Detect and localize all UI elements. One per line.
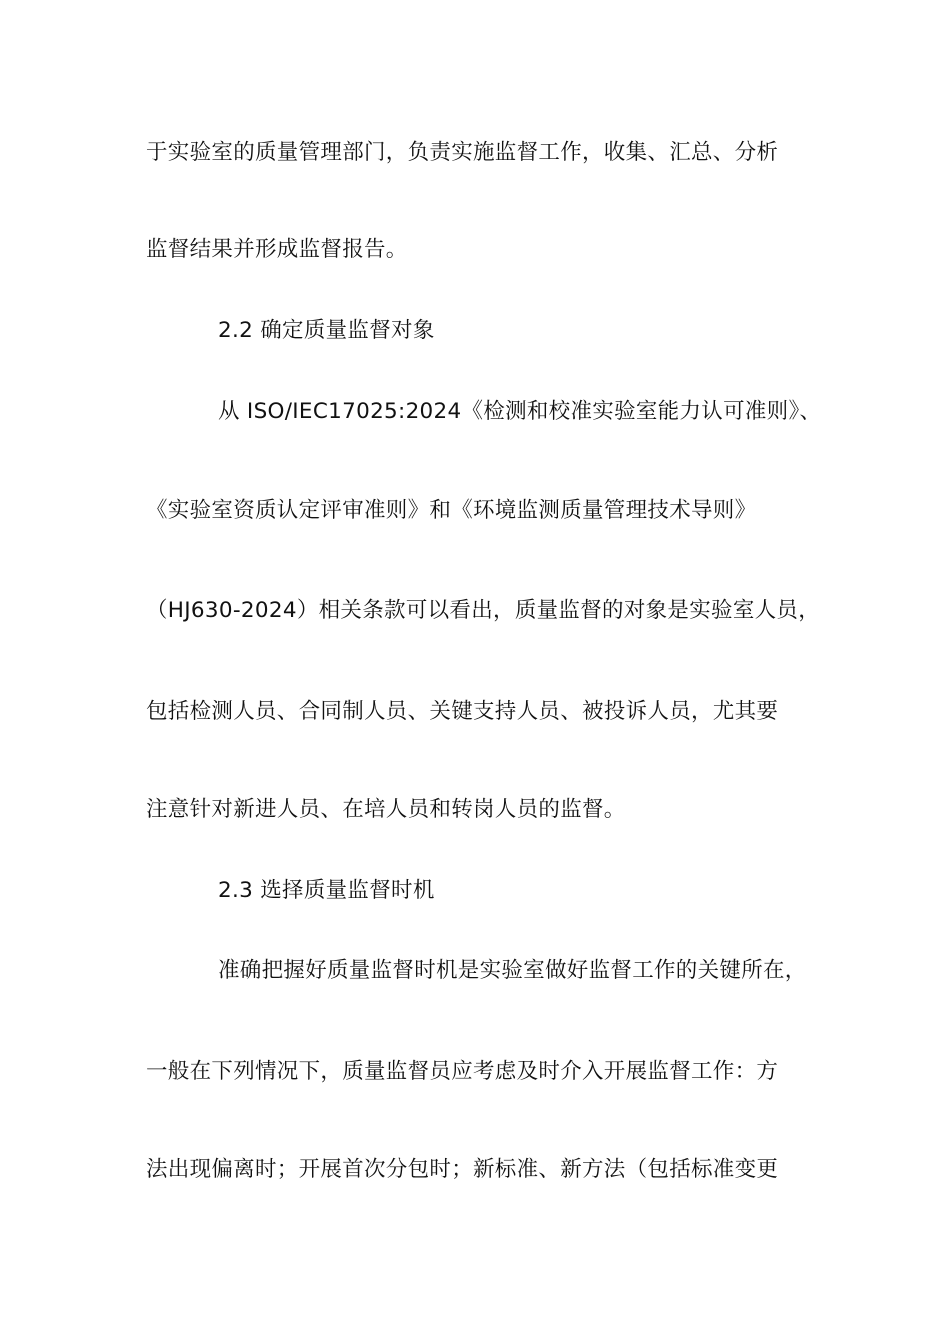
paragraph-line: 从 ISO/IEC17025:2024《检测和校准实验室能力认可准则》、 — [218, 399, 822, 424]
section-heading: 2.3 选择质量监督时机 — [218, 878, 435, 903]
paragraph-line: 《实验室资质认定评审准则》和《环境监测质量管理技术导则》 — [146, 498, 757, 523]
paragraph-line: 准确把握好质量监督时机是实验室做好监督工作的关键所在， — [218, 958, 807, 983]
paragraph-line: 注意针对新进人员、在培人员和转岗人员的监督。 — [146, 797, 626, 822]
section-heading: 2.2 确定质量监督对象 — [218, 318, 435, 343]
paragraph-line: 于实验室的质量管理部门，负责实施监督工作，收集、汇总、分析 — [146, 140, 779, 165]
paragraph-line: 包括检测人员、合同制人员、关键支持人员、被投诉人员，尤其要 — [146, 699, 779, 724]
paragraph-line: （HJ630-2024）相关条款可以看出，质量监督的对象是实验室人员， — [146, 598, 821, 623]
paragraph-line: 法出现偏离时；开展首次分包时；新标准、新方法（包括标准变更 — [146, 1157, 779, 1182]
paragraph-line: 一般在下列情况下，质量监督员应考虑及时介入开展监督工作：方 — [146, 1059, 779, 1084]
paragraph-line: 监督结果并形成监督报告。 — [146, 237, 408, 262]
